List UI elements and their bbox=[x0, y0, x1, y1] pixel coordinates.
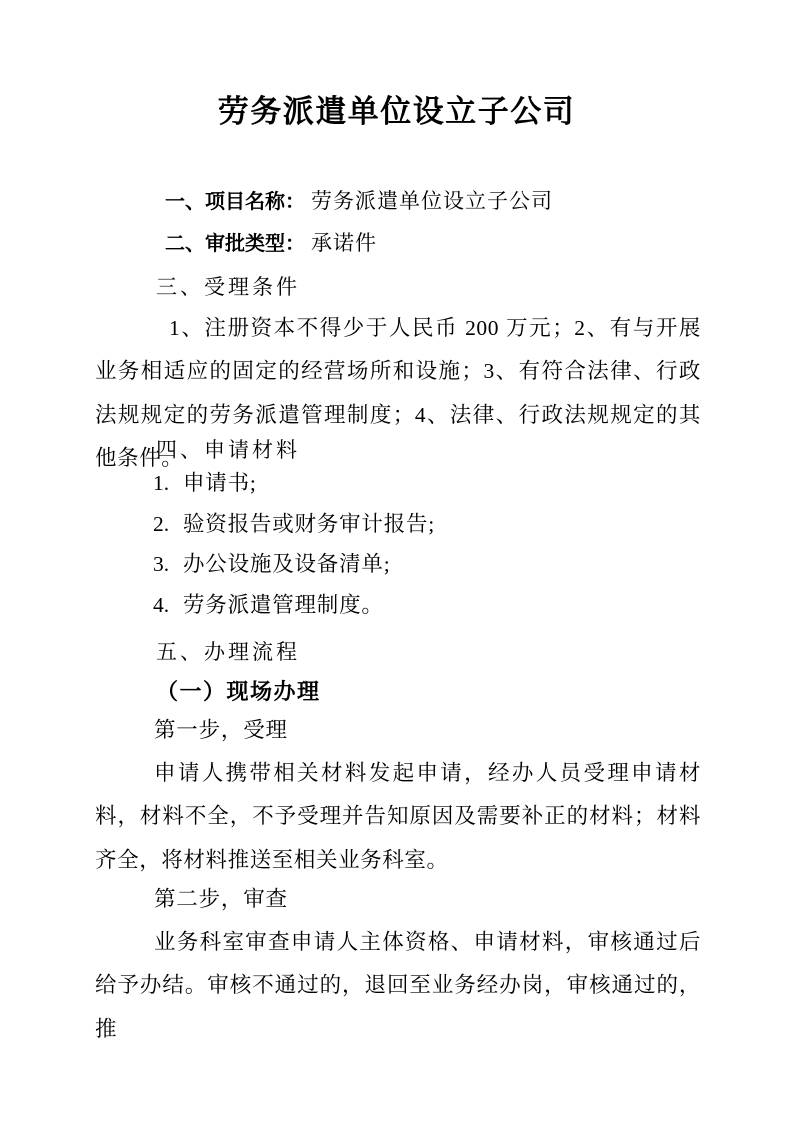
application-materials-list bbox=[153, 463, 435, 626]
project-name-label: 一、项目名称： bbox=[165, 191, 305, 213]
step-two-paragraph: 业务科室审查申请人主体资格、申请材料，审核通过后给予办结。审核不通过的，退回至业务经办岗，审核通过的，推 bbox=[95, 930, 701, 1041]
list-item-text: 申请书; bbox=[183, 471, 257, 495]
section-heading-application-materials: 四、申请材料 bbox=[156, 439, 300, 462]
list-item bbox=[153, 585, 435, 626]
approval-type-label: 二、审批类型： bbox=[165, 233, 305, 255]
list-item bbox=[153, 504, 435, 545]
list-item bbox=[153, 463, 435, 504]
project-name-value: 劳务派遣单位设立子公司 bbox=[311, 189, 553, 213]
section-heading-acceptance-conditions: 三、受理条件 bbox=[156, 276, 300, 299]
step-two-title: 第二步，审查 bbox=[154, 887, 288, 911]
list-item-text: 劳务派遣管理制度。 bbox=[183, 593, 384, 618]
section-heading-process: 五、办理流程 bbox=[156, 641, 300, 664]
field-project-name bbox=[165, 179, 553, 226]
list-item-number: 4. bbox=[153, 593, 170, 618]
list-item-number: 3. bbox=[153, 552, 170, 577]
step-one-paragraph: 申请人携带相关材料发起申请，经办人员受理申请材料，材料不全，不予受理并告知原因及需要补正的材料；材料齐全，将材料推送至相关业务科室。 bbox=[95, 761, 701, 872]
list-item-text: 验资报告或财务审计报告; bbox=[183, 511, 436, 536]
approval-type-value: 承诺件 bbox=[311, 231, 377, 255]
field-approval-type bbox=[165, 221, 377, 268]
step-one-title: 第一步，受理 bbox=[154, 718, 288, 742]
list-item-text: 办公设施及设备清单; bbox=[183, 552, 391, 577]
list-item bbox=[153, 544, 435, 585]
list-item-number: 2. bbox=[153, 511, 170, 536]
subsection-heading-onsite-handling: （一）现场办理 bbox=[156, 679, 321, 704]
list-item-number: 1. bbox=[153, 471, 170, 495]
acceptance-conditions-paragraph: 1、注册资本不得少于人民币 200 万元；2、有与开展业务相适应的固定的经营场所和设施；3、有符合法律、行政法规规定的劳务派遣管理制度；4、法律、行政法规规定的其他条件。 bbox=[95, 316, 701, 471]
document-title: 劳务派遣单位设立子公司 bbox=[217, 94, 576, 129]
